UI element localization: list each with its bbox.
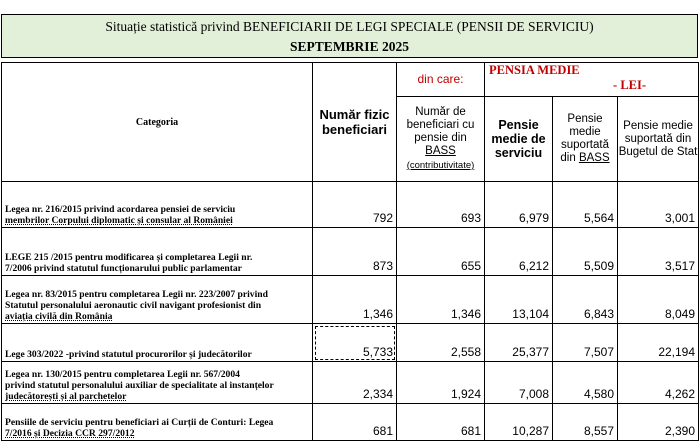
cell-pensie-bass[interactable]: 7,507: [553, 324, 618, 362]
numar-bass-text: Număr de beneficiari cu pensie din: [406, 106, 475, 144]
cell-pensie-bass[interactable]: 5,509: [553, 228, 618, 276]
cell-pensie-bass[interactable]: 5,564: [553, 182, 618, 228]
cell-pensie-serviciu[interactable]: 6,979: [485, 182, 553, 228]
cell-nr-fizic[interactable]: 5,733: [313, 324, 397, 362]
cell-pensie-buget[interactable]: 3,001: [618, 182, 699, 228]
cell-categoria[interactable]: [2, 404, 313, 441]
categoria-line: Lege 303/2022 -privind statutul procurorilor și judecătorilor: [5, 349, 252, 360]
header-categoria[interactable]: Categoria: [2, 63, 313, 182]
cell-pensie-buget[interactable]: 8,049: [618, 276, 699, 324]
categoria-line: Pensiile de serviciu pentru beneficiari ai Curții de Conturi: Legea: [5, 417, 274, 428]
cell-pensie-buget[interactable]: 2,390: [618, 404, 699, 441]
numar-bass-contributivitate: (contributivitate): [406, 160, 475, 171]
cell-pensie-bass[interactable]: 4,580: [553, 362, 618, 404]
cell-categoria[interactable]: [2, 182, 313, 228]
pensie-bass-text: Pensie medie suportată din: [560, 113, 609, 164]
table-row: [2, 324, 699, 362]
header-din-care[interactable]: din care:: [397, 63, 485, 97]
cell-categoria[interactable]: [2, 228, 313, 276]
cell-pensie-buget[interactable]: 3,517: [618, 228, 699, 276]
categoria-line: LEGE 215 /2015 pentru modificarea și completarea Legii nr.: [5, 252, 253, 263]
cell-nr-fizic[interactable]: 2,334: [313, 362, 397, 404]
cell-nr-bass[interactable]: 681: [397, 404, 485, 441]
cell-nr-fizic[interactable]: 1,346: [313, 276, 397, 324]
numar-bass-bass: BASS: [425, 145, 456, 157]
cell-nr-fizic[interactable]: 681: [313, 404, 397, 441]
cell-pensie-serviciu[interactable]: 10,287: [485, 404, 553, 441]
pensia-medie-label: PENSIA MEDIE: [489, 63, 580, 77]
table-row: [2, 276, 699, 324]
categoria-line: 7/2016 și Decizia CCR 297/2012: [5, 428, 135, 439]
table-row: [2, 404, 699, 441]
cell-pensie-buget[interactable]: 22,194: [618, 324, 699, 362]
cell-nr-fizic[interactable]: 792: [313, 182, 397, 228]
cell-pensie-serviciu[interactable]: 13,104: [485, 276, 553, 324]
lei-label: - LEI-: [613, 78, 647, 92]
categoria-line: Legea nr. 83/2015 pentru completarea Legii nr. 223/2007 privind: [5, 289, 268, 300]
header-pensie-bass[interactable]: [553, 97, 618, 182]
cell-nr-bass[interactable]: 655: [397, 228, 485, 276]
header-row-1: [2, 63, 699, 97]
categoria-line: privind statutul personalului auxiliar de specialitate al instanțelor: [5, 380, 274, 391]
cell-pensie-serviciu[interactable]: 25,377: [485, 324, 553, 362]
cell-nr-bass[interactable]: 1,924: [397, 362, 485, 404]
cell-pensie-bass[interactable]: 6,843: [553, 276, 618, 324]
categoria-line: Legea nr. 130/2015 pentru completarea Legii nr. 567/2004: [5, 369, 240, 380]
cell-categoria[interactable]: [2, 276, 313, 324]
header-pensia-medie[interactable]: [485, 63, 699, 97]
cell-nr-fizic[interactable]: 873: [313, 228, 397, 276]
table-row: [2, 182, 699, 228]
report-period: SEPTEMBRIE 2025: [290, 39, 409, 54]
categoria-line: Statutul personalului aeronautic civil navigant profesionist din: [5, 300, 262, 311]
statistics-table: [1, 62, 699, 441]
categoria-line: aviația civilă din România: [5, 311, 113, 322]
report-title: Situație statistică privind BENEFICIARII DE LEGI SPECIALE (PENSII DE SERVICIU): [105, 19, 594, 34]
cell-nr-bass[interactable]: 2,558: [397, 324, 485, 362]
cell-pensie-bass[interactable]: 8,557: [553, 404, 618, 441]
categoria-line: membrilor Corpului diplomatic și consular al României: [5, 215, 233, 226]
table-row: [2, 228, 699, 276]
cell-categoria[interactable]: [2, 324, 313, 362]
title-box: [1, 14, 698, 58]
header-pensie-buget[interactable]: Pensie medie suportată din Bugetul de Stat: [618, 97, 699, 182]
header-numar-fizic[interactable]: Număr fizic beneficiari: [313, 63, 397, 182]
pensie-bass-bass: BASS: [578, 152, 610, 164]
categoria-line: judecătorești și al parchetelor: [5, 391, 127, 402]
header-pensie-serviciu[interactable]: Pensie medie de serviciu: [485, 97, 553, 182]
cell-nr-bass[interactable]: 1,346: [397, 276, 485, 324]
categoria-line: 7/2006 privind statutul funcționarului public parlamentar: [5, 263, 242, 274]
categoria-line: Legea nr. 216/2015 privind acordarea pensiei de serviciu: [5, 204, 236, 215]
cell-nr-bass[interactable]: 693: [397, 182, 485, 228]
cell-pensie-serviciu[interactable]: 6,212: [485, 228, 553, 276]
cell-pensie-serviciu[interactable]: 7,008: [485, 362, 553, 404]
cell-pensie-buget[interactable]: 4,262: [618, 362, 699, 404]
header-numar-bass[interactable]: [397, 97, 485, 182]
table-row: [2, 362, 699, 404]
cell-categoria[interactable]: [2, 362, 313, 404]
